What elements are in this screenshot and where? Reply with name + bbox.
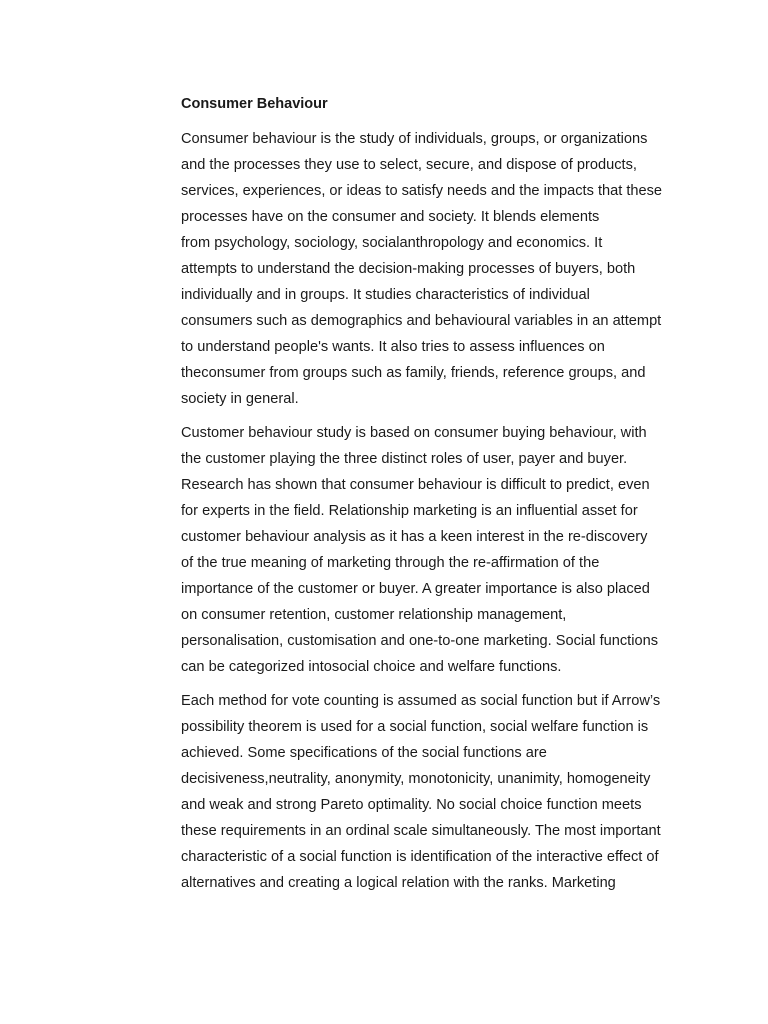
text-line: and weak and strong Pareto optimality. No social choice function meets bbox=[181, 797, 642, 813]
text-line: can be categorized intosocial choice and welfare functions. bbox=[181, 659, 562, 675]
paragraph-1 bbox=[181, 126, 686, 412]
text-line: decisiveness,neutrality, anonymity, monotonicity, unanimity, homogeneity bbox=[181, 771, 651, 787]
text-line: consumers such as demographics and behavioural variables in an attempt bbox=[181, 313, 662, 329]
text-line: the customer playing the three distinct roles of user, payer and buyer. bbox=[181, 451, 628, 467]
text-line: for experts in the field. Relationship marketing is an influential asset for bbox=[181, 503, 638, 519]
text-line: to understand people's wants. It also tries to assess influences on bbox=[181, 339, 605, 355]
text-line: achieved. Some specifications of the social functions are bbox=[181, 745, 547, 761]
text-line: personalisation, customisation and one-to-one marketing. Social functions bbox=[181, 633, 658, 649]
text-line: on consumer retention, customer relationship management, bbox=[181, 607, 567, 623]
text-line: customer behaviour analysis as it has a keen interest in the re-discovery bbox=[181, 529, 648, 545]
text-line: possibility theorem is used for a social function, social welfare function is bbox=[181, 719, 649, 735]
text-line: alternatives and creating a logical relation with the ranks. Marketing bbox=[181, 875, 616, 891]
text-line: these requirements in an ordinal scale simultaneously. The most important bbox=[181, 823, 661, 839]
document-content bbox=[181, 94, 686, 904]
text-line: from psychology, sociology, socialanthropology and economics. It bbox=[181, 235, 603, 251]
text-line: theconsumer from groups such as family, friends, reference groups, and bbox=[181, 365, 646, 381]
paragraph-2 bbox=[181, 420, 686, 680]
text-line: Consumer behaviour is the study of individuals, groups, or organizations bbox=[181, 131, 648, 147]
text-line: society in general. bbox=[181, 391, 299, 407]
text-line: Research has shown that consumer behaviour is difficult to predict, even bbox=[181, 477, 650, 493]
text-line: of the true meaning of marketing through the re-affirmation of the bbox=[181, 555, 600, 571]
text-line: services, experiences, or ideas to satisfy needs and the impacts that these bbox=[181, 183, 663, 199]
document-title: Consumer Behaviour bbox=[181, 96, 328, 112]
text-line: processes have on the consumer and society. It blends elements bbox=[181, 209, 600, 225]
text-line: individually and in groups. It studies characteristics of individual bbox=[181, 287, 590, 303]
paragraph-3 bbox=[181, 688, 686, 896]
text-line: and the processes they use to select, secure, and dispose of products, bbox=[181, 157, 637, 173]
text-line: importance of the customer or buyer. A greater importance is also placed bbox=[181, 581, 650, 597]
text-line: Each method for vote counting is assumed as social function but if Arrow’s bbox=[181, 693, 661, 709]
text-line: attempts to understand the decision-making processes of buyers, both bbox=[181, 261, 636, 277]
text-line: Customer behaviour study is based on consumer buying behaviour, with bbox=[181, 425, 647, 441]
text-line: characteristic of a social function is identification of the interactive effect of bbox=[181, 849, 659, 865]
